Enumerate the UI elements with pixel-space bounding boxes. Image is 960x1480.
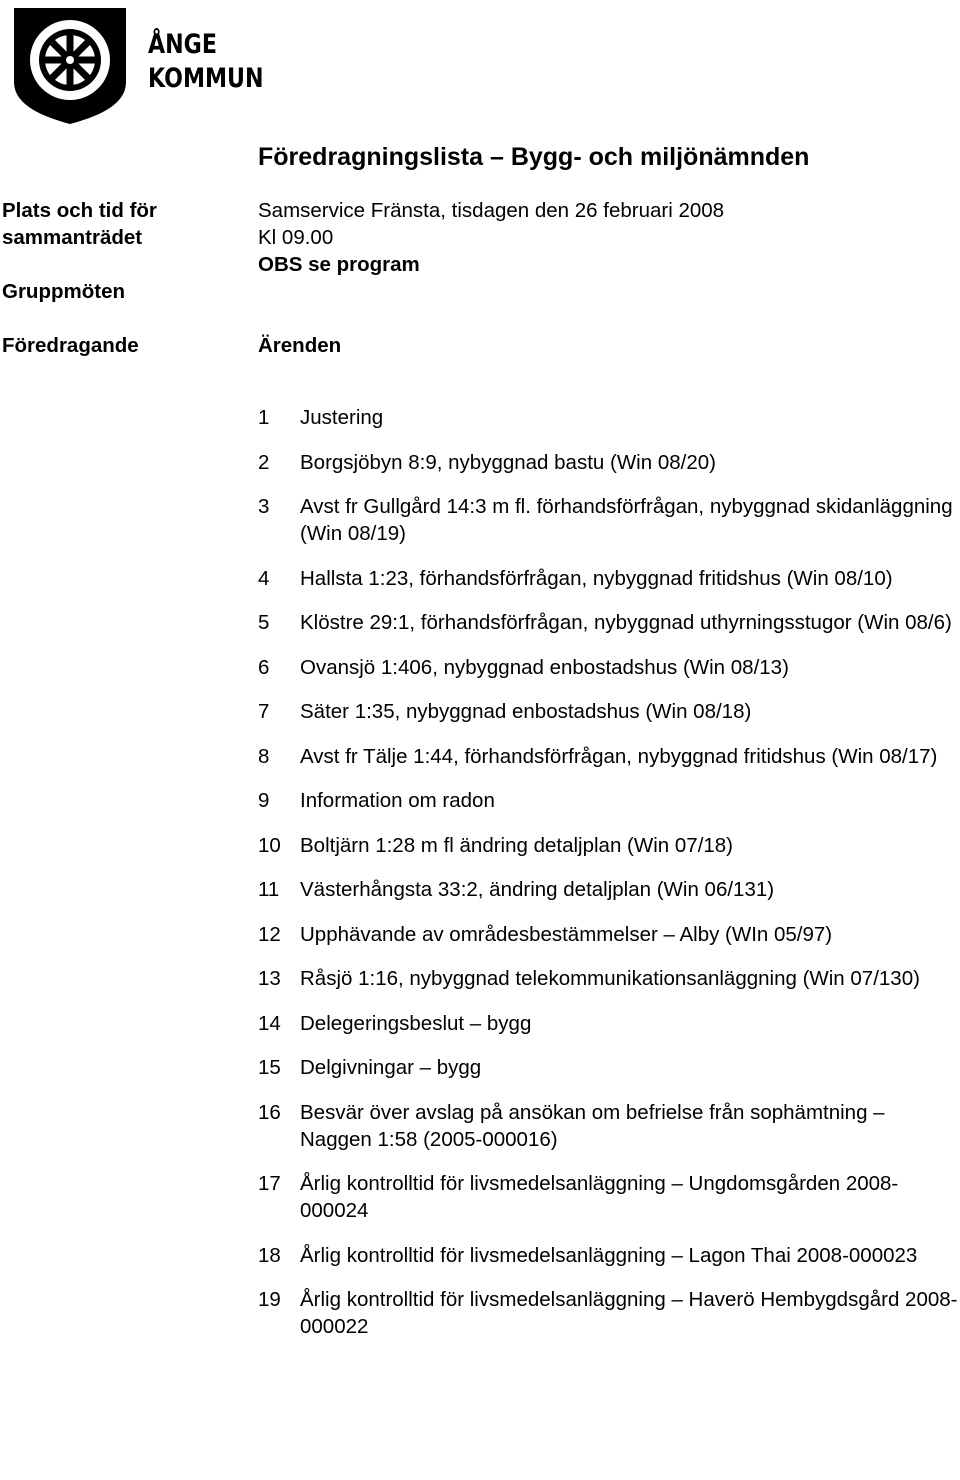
agenda-item-number: 5 (258, 611, 270, 634)
agenda-item (258, 449, 960, 476)
page-title: Föredragningslista – Bygg- och miljönämnden (258, 143, 810, 171)
wagon-wheel-shield-icon (10, 4, 130, 126)
agenda-item (258, 654, 960, 681)
agenda-item-number: 11 (258, 878, 280, 901)
agenda-item-text: Avst fr Tälje 1:44, förhandsförfrågan, nybyggnad fritidshus (Win 08/17) (300, 744, 938, 768)
agenda-item-text: Justering (300, 406, 384, 429)
agenda-item-number: 14 (258, 1011, 281, 1035)
items-heading: Ärenden (258, 334, 342, 357)
agenda-item (258, 609, 960, 636)
agenda-item (258, 1099, 960, 1153)
agenda-item (258, 1286, 960, 1340)
group-meetings-value: OBS se program (258, 253, 420, 276)
agenda-item (258, 1010, 960, 1037)
agenda-item-text: Råsjö 1:16, nybyggnad telekommunikationsanläggning (Win 07/130) (300, 967, 920, 990)
agenda-item-number: 17 (258, 1172, 281, 1195)
agenda-item-number: 13 (258, 967, 281, 990)
municipality-logo (10, 4, 264, 126)
agenda-item (258, 921, 960, 948)
agenda-item-number: 15 (258, 1056, 281, 1079)
brand-line-2: KOMMUN (148, 63, 264, 94)
agenda-item-number: 19 (258, 1288, 281, 1311)
agenda-item-number: 9 (258, 789, 270, 812)
agenda-item (258, 493, 960, 547)
agenda-item-number: 18 (258, 1243, 281, 1267)
agenda-item-text: Information om radon (300, 789, 495, 812)
agenda-item (258, 787, 960, 814)
agenda-item-text: Årlig kontrolltid för livsmedelsanläggning – Ungdomsgården 2008-000024 (300, 1172, 899, 1222)
place-value: Samservice Fränsta, tisdagen den 26 februari 2008 (258, 199, 725, 222)
agenda-item (258, 1170, 960, 1224)
agenda-item-text: Västerhångsta 33:2, ändring detaljplan (Win 06/131) (300, 878, 775, 901)
place-time-label-line-2: sammanträdet (2, 226, 143, 249)
agenda-item-number: 12 (258, 922, 281, 946)
agenda-item-text: Besvär över avslag på ansökan om befrielse från sophämtning – Naggen 1:58 (2005-000016) (300, 1100, 885, 1151)
agenda-item (258, 965, 960, 992)
agenda-item (258, 1242, 960, 1269)
agenda-item-number: 2 (258, 450, 270, 474)
agenda-item-text: Årlig kontrolltid för livsmedelsanläggning – Haverö Hembygdsgård 2008-000022 (300, 1288, 958, 1338)
agenda-item (258, 832, 960, 859)
agenda-item-number: 16 (258, 1100, 281, 1124)
agenda-item-number: 7 (258, 700, 270, 723)
agenda-item-text: Årlig kontrolltid för livsmedelsanläggning – Lagon Thai 2008-000023 (300, 1243, 918, 1267)
agenda-item (258, 404, 960, 431)
agenda-item-number: 6 (258, 655, 270, 679)
agenda-item (258, 565, 960, 592)
place-time-label-line-1: Plats och tid för (2, 199, 157, 222)
agenda-item (258, 743, 960, 770)
agenda-item (258, 698, 960, 725)
brand-name (148, 28, 264, 96)
group-meetings-label: Gruppmöten (2, 280, 125, 303)
agenda-item-number: 8 (258, 744, 270, 768)
time-value: Kl 09.00 (258, 226, 334, 249)
agenda-item-text: Säter 1:35, nybyggnad enbostadshus (Win 08/18) (300, 700, 752, 723)
agenda-item-number: 4 (258, 566, 270, 590)
agenda-list (258, 404, 960, 1358)
agenda-item-text: Ovansjö 1:406, nybyggnad enbostadshus (Win 08/13) (300, 655, 789, 679)
agenda-item (258, 1054, 960, 1081)
agenda-item-number: 10 (258, 833, 281, 857)
agenda-item (258, 876, 960, 903)
presenter-label: Föredragande (2, 334, 139, 357)
agenda-item-number: 1 (258, 406, 270, 429)
agenda-item-text: Avst fr Gullgård 14:3 m fl. förhandsförfrågan, nybyggnad skidanläggning (Win 08/19) (300, 495, 953, 545)
agenda-item-text: Boltjärn 1:28 m fl ändring detaljplan (Win 07/18) (300, 833, 734, 857)
agenda-item-text: Hallsta 1:23, förhandsförfrågan, nybyggnad fritidshus (Win 08/10) (300, 566, 893, 590)
agenda-item-text: Borgsjöbyn 8:9, nybyggnad bastu (Win 08/20) (300, 450, 716, 474)
agenda-item-text: Upphävande av områdesbestämmelser – Alby (WIn 05/97) (300, 922, 833, 946)
brand-line-1: ÅNGE (148, 29, 217, 60)
agenda-item-text: Klöstre 29:1, förhandsförfrågan, nybyggnad uthyrningsstugor (Win 08/6) (300, 611, 952, 634)
agenda-item-text: Delgivningar – bygg (300, 1056, 482, 1079)
agenda-item-number: 3 (258, 495, 270, 518)
agenda-item-text: Delegeringsbeslut – bygg (300, 1011, 532, 1035)
